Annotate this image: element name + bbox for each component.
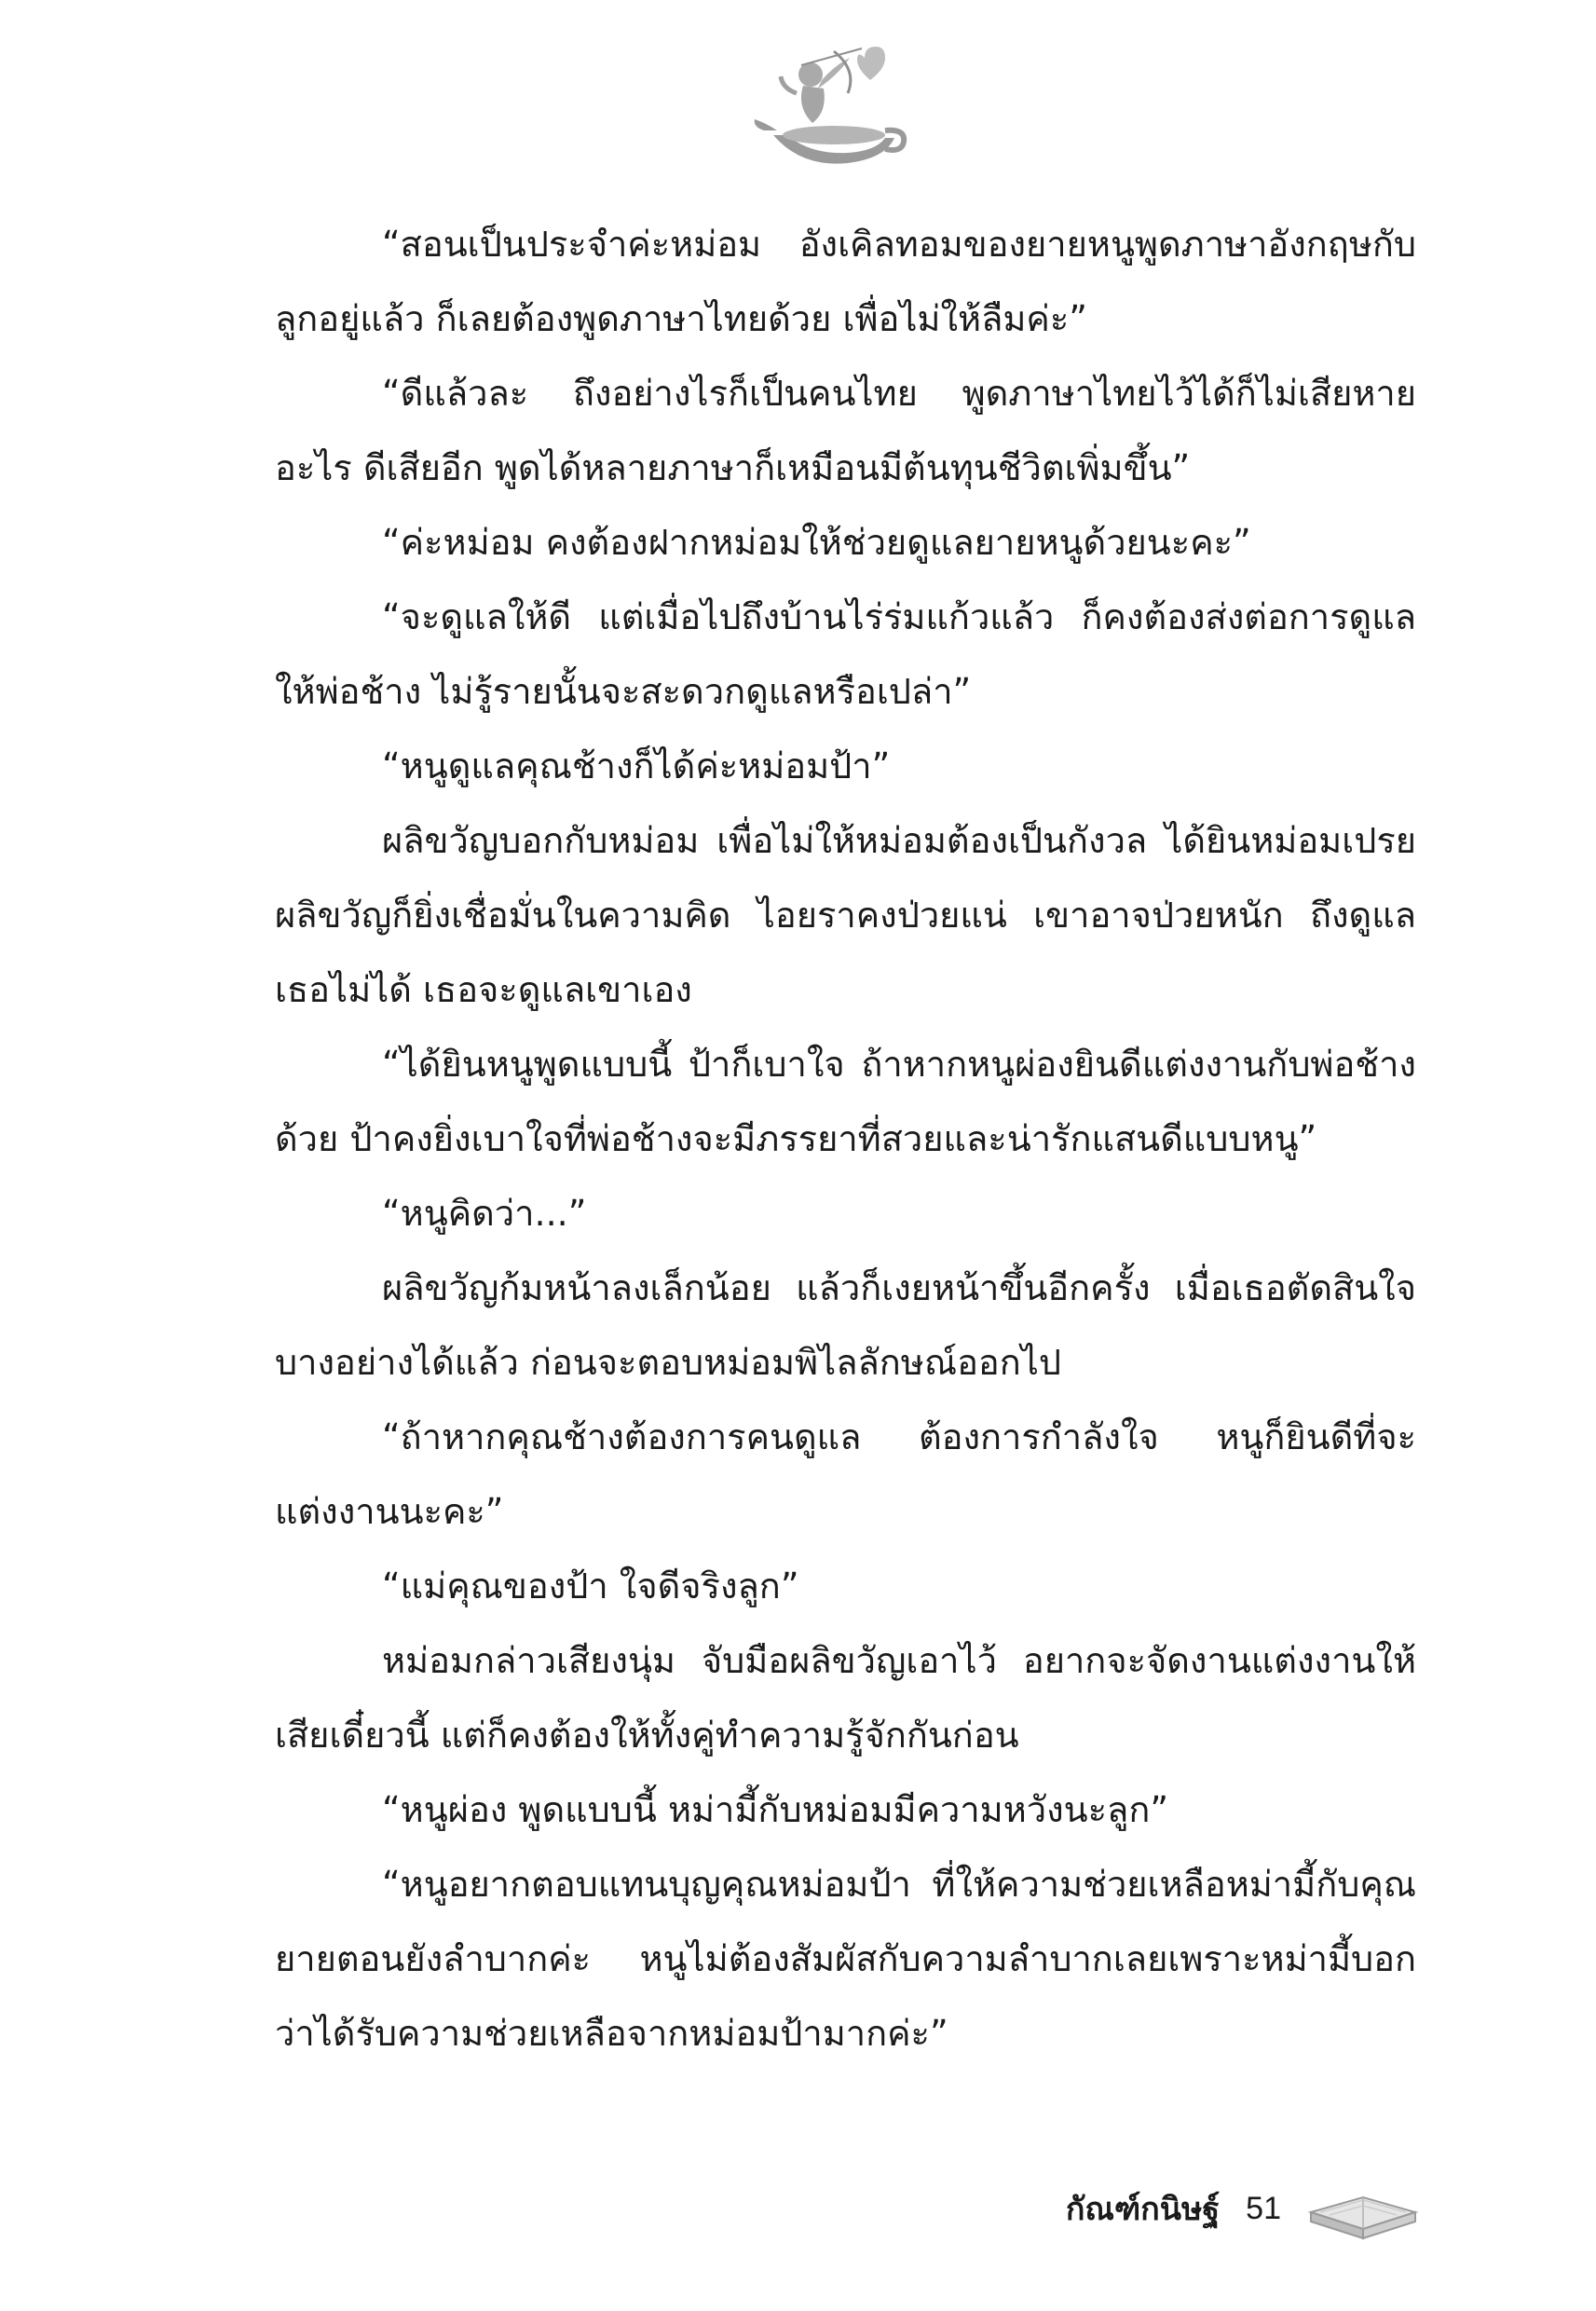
cupid-teapot-ornament-icon (745, 37, 913, 186)
paragraph: ผลิขวัญบอกกับหม่อม เพื่อไม่ให้หม่อมต้องเป็นกังวล ได้ยินหม่อมเปรย ผลิขวัญก็ยิ่งเชื่อมั่นในความคิด ไอยราคงป่วยแน่ เขาอาจป่วยหนัก ถึงดูแลเธอไม่ได้ เธอจะดูแลเขาเอง (275, 820, 1416, 1010)
story-text (275, 207, 1416, 2071)
paragraph: “หนูผ่อง พูดแบบนี้ หม่ามี้กับหม่อมมีความหวังนะลูก” (382, 1789, 1169, 1830)
paragraph: “จะดูแลให้ดี แต่เมื่อไปถึงบ้านไร่ร่มแก้วแล้ว ก็คงต้องส่งต่อการดูแลให้พ่อช้าง ไม่รู้รายนั้นจะสะดวกดูแลหรือเปล่า” (275, 596, 1416, 712)
paragraph: “ดีแล้วละ ถึงอย่างไรก็เป็นคนไทย พูดภาษาไทยไว้ได้ก็ไม่เสียหายอะไร ดีเสียอีก พูดได้หลายภาษาก็เหมือนมีต้นทุนชีวิตเพิ่มขึ้น” (275, 373, 1416, 488)
paragraph: หม่อมกล่าวเสียงนุ่ม จับมือผลิขวัญเอาไว้ อยากจะจัดงานแต่งงานให้เสียเดี๋ยวนี้ แต่ก็คงต้องให้ทั้งคู่ทำความรู้จักกันก่อน (275, 1640, 1416, 1756)
page-footer (1066, 2171, 1419, 2246)
paragraph: “สอนเป็นประจำค่ะหม่อม อังเคิลทอมของยายหนูพูดภาษาอังกฤษกับลูกอยู่แล้ว ก็เลยต้องพูดภาษาไทยด้วย เพื่อไม่ให้ลืมค่ะ” (275, 224, 1416, 339)
paragraph: “แม่คุณของป้า ใจดีจริงลูก” (382, 1566, 799, 1607)
paragraph: “หนูคิดว่า...” (382, 1193, 587, 1234)
paragraph: ผลิขวัญก้มหน้าลงเล็กน้อย แล้วก็เงยหน้าขึ้นอีกครั้ง เมื่อเธอตัดสินใจบางอย่างได้แล้ว ก่อนจะตอบหม่อมพิไลลักษณ์ออกไป (275, 1267, 1416, 1383)
paragraph: “หนูดูแลคุณช้างก็ได้ค่ะหม่อมป้า” (382, 745, 891, 786)
paragraph: “ถ้าหากคุณช้างต้องการคนดูแล ต้องการกำลังใจ หนูก็ยินดีที่จะแต่งงานนะคะ” (275, 1416, 1416, 1532)
paragraph: “ค่ะหม่อม คงต้องฝากหม่อมให้ช่วยดูแลยายหนูด้วยนะคะ” (382, 522, 1251, 563)
page-number: 51 (1246, 2190, 1281, 2226)
open-book-icon (1307, 2175, 1419, 2242)
paragraph: “หนูอยากตอบแทนบุญคุณหม่อมป้า ที่ให้ความช่วยเหลือหม่ามี้กับคุณยายตอนยังลำบากค่ะ หนูไม่ต้องสัมผัสกับความลำบากเลยเพราะหม่ามี้บอกว่าได้รับความช่วยเหลือจากหม่อมป้ามากค่ะ” (275, 1864, 1416, 2054)
paragraph: “ได้ยินหนูพูดแบบนี้ ป้าก็เบาใจ ถ้าหากหนูผ่องยินดีแต่งงานกับพ่อช้างด้วย ป้าคงยิ่งเบาใจที่พ่อช้างจะมีภรรยาที่สวยและน่ารักแสนดีแบบหนู” (275, 1044, 1416, 1159)
book-title: กัณฑ์กนิษฐ์ (1065, 2191, 1221, 2228)
